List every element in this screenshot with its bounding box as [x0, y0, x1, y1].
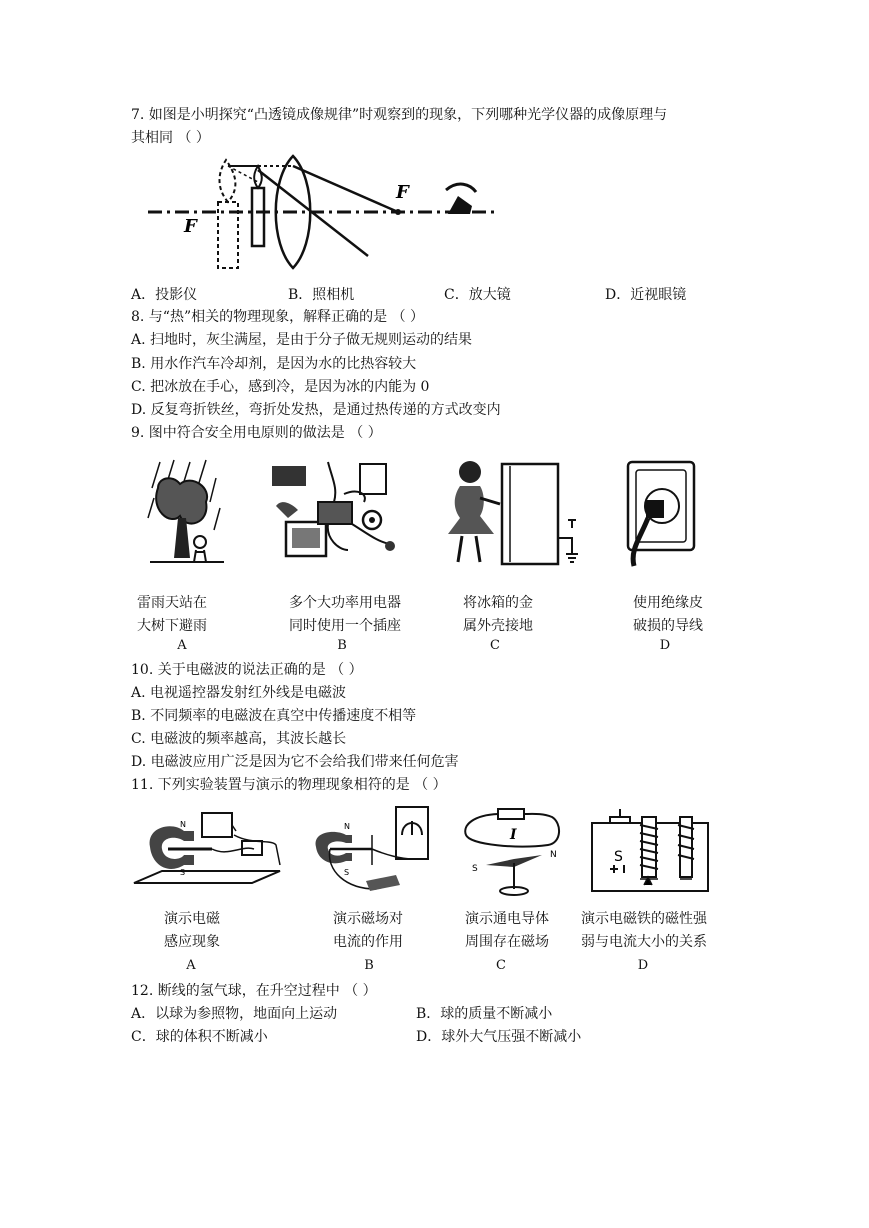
q11-letter-c: C	[496, 958, 506, 973]
q9-caption-d-line1: 使用绝缘皮	[633, 595, 703, 611]
q9-caption-a-line2: 大树下避雨	[137, 618, 207, 634]
q11-stem: 11. 下列实验装置与演示的物理现象相符的是 （ ）	[131, 777, 447, 793]
q9-letter-c: C	[490, 638, 500, 653]
q10-stem: 10. 关于电磁波的说法正确的是 （ ）	[131, 662, 363, 678]
q11-caption-a-line2: 感应现象	[164, 934, 220, 950]
q11-letter-d: D	[637, 958, 649, 973]
q9-caption-a	[122, 592, 222, 638]
q7-option-d: D．近视眼镜	[605, 287, 687, 303]
magnet-s-label-a: S	[180, 868, 186, 877]
lens-imaging-figure	[140, 152, 510, 274]
electromagnet-figure	[584, 805, 714, 897]
switch-s-label: S	[614, 849, 623, 865]
q11-caption-a	[142, 908, 242, 954]
needle-n-label: N	[550, 850, 557, 860]
q9-stem: 9. 图中符合安全用电原则的做法是 （ ）	[131, 425, 382, 441]
magnet-n-label-a: N	[180, 820, 186, 829]
fridge-grounded-figure	[434, 458, 584, 568]
focus-right-label: F	[396, 182, 409, 203]
q11-caption-d-line2: 弱与电流大小的关系	[581, 934, 707, 950]
tree-lightning-figure	[140, 458, 230, 568]
q7-option-a: A．投影仪	[131, 287, 198, 303]
q9-caption-c-line1: 将冰箱的金	[463, 595, 533, 611]
overloaded-socket-figure	[268, 458, 408, 568]
q7-option-b: B．照相机	[288, 287, 355, 303]
q11-letter-a: A	[186, 958, 196, 973]
q9-letter-b: B	[337, 638, 347, 653]
q12-stem: 12. 断线的氢气球，在升空过程中 （ ）	[131, 983, 377, 999]
q9-caption-a-line1: 雷雨天站在	[137, 595, 207, 611]
q10-option-c: C. 电磁波的频率越高，其波长越长	[131, 731, 347, 747]
q11-caption-a-line1: 演示电磁	[164, 911, 220, 927]
q11-caption-c-line2: 周围存在磁场	[465, 934, 549, 950]
q10-option-b: B. 不同频率的电磁波在真空中传播速度不相等	[131, 708, 417, 724]
q10-option-a: A. 电视遥控器发射红外线是电磁波	[131, 685, 347, 701]
motor-effect-figure	[306, 805, 436, 897]
q12-option-d: D．球外大气压强不断减小	[416, 1029, 582, 1045]
q7-option-c: C．放大镜	[444, 287, 511, 303]
q11-caption-b-line1: 演示磁场对	[333, 911, 403, 927]
q11-letter-b: B	[364, 958, 374, 973]
em-induction-figure	[132, 805, 282, 897]
q9-caption-c-line2: 属外壳接地	[463, 618, 533, 634]
q9-caption-c	[448, 592, 548, 638]
q7-stem-line2: 其相同 （ ）	[131, 130, 210, 146]
magnet-n-label-b: N	[344, 822, 350, 831]
q12-option-c: C．球的体积不断减小	[131, 1029, 268, 1045]
needle-s-label: S	[472, 864, 478, 874]
q9-caption-b-line2: 同时使用一个插座	[289, 618, 401, 634]
current-i-label: I	[510, 827, 517, 843]
oersted-figure	[458, 805, 568, 897]
q9-caption-b	[272, 592, 418, 638]
focus-left-label: F	[184, 216, 197, 237]
q12-option-b: B．球的质量不断减小	[416, 1006, 553, 1022]
q9-caption-d-line2: 破损的导线	[633, 618, 703, 634]
q11-caption-d-line1: 演示电磁铁的磁性强	[581, 911, 707, 927]
q8-option-d: D. 反复弯折铁丝，弯折处发热，是通过热传递的方式改变内	[131, 402, 501, 418]
q9-letter-d: D	[659, 638, 671, 653]
q9-letter-a: A	[177, 638, 187, 653]
magnet-s-label-b: S	[344, 868, 350, 877]
q9-caption-b-line1: 多个大功率用电器	[289, 595, 401, 611]
q8-option-c: C. 把冰放在手心，感到冷，是因为冰的内能为 0	[131, 379, 430, 395]
damaged-wire-figure	[620, 458, 710, 568]
q11-caption-c-line1: 演示通电导体	[465, 911, 549, 927]
q11-caption-c	[452, 908, 562, 954]
q9-caption-d	[618, 592, 718, 638]
q8-option-b: B. 用水作汽车冷却剂，是因为水的比热容较大	[131, 356, 417, 372]
q8-option-a: A. 扫地时，灰尘满屋，是由于分子做无规则运动的结果	[131, 332, 473, 348]
q7-stem-line1: 7. 如图是小明探究“凸透镜成像规律”时观察到的现象，下列哪种光学仪器的成像原理与	[131, 107, 668, 123]
q8-stem: 8. 与“热”相关的物理现象，解释正确的是 （ ）	[131, 309, 425, 325]
q11-caption-b-line2: 电流的作用	[333, 934, 403, 950]
q11-caption-d	[572, 908, 716, 954]
q12-option-a: A．以球为参照物，地面向上运动	[131, 1006, 338, 1022]
q10-option-d: D. 电磁波应用广泛是因为它不会给我们带来任何危害	[131, 754, 459, 770]
q11-caption-b	[318, 908, 418, 954]
